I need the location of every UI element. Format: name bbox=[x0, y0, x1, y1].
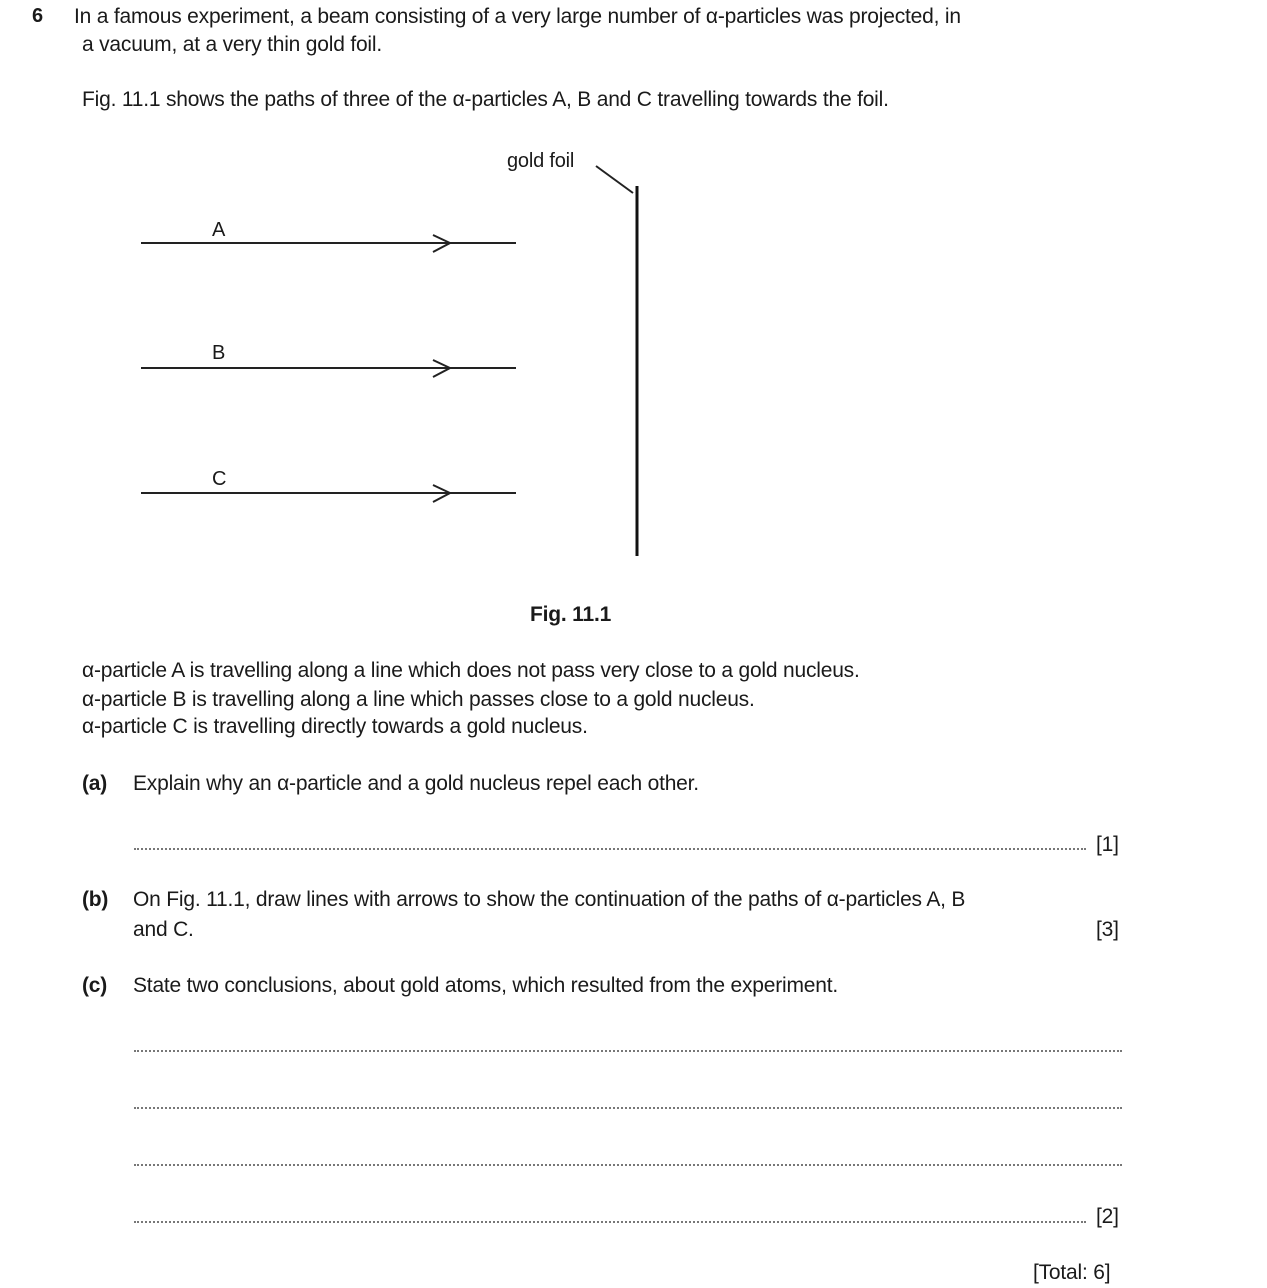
part-c-label: (c) bbox=[82, 974, 108, 997]
answer-line-c-4[interactable] bbox=[134, 1221, 1086, 1223]
part-a-label: (a) bbox=[82, 772, 108, 795]
part-b-marks: [3] bbox=[1096, 918, 1119, 941]
description-c: α-particle C is travelling directly towards a gold nucleus. bbox=[82, 715, 588, 738]
particle-label-c: C bbox=[212, 468, 227, 490]
particle-path-a bbox=[141, 219, 516, 252]
particle-path-b bbox=[141, 342, 516, 377]
part-c-text: State two conclusions, about gold atoms, which resulted from the experiment. bbox=[133, 974, 839, 997]
part-a-text: Explain why an α-particle and a gold nucleus repel each other. bbox=[133, 772, 699, 795]
particle-label-a: A bbox=[212, 219, 226, 241]
part-a-marks: [1] bbox=[1096, 833, 1119, 856]
part-b-label: (b) bbox=[82, 888, 109, 911]
figure-intro: Fig. 11.1 shows the paths of three of the α-particles A, B and C travelling towards the foil. bbox=[82, 88, 889, 111]
total-marks: [Total: 6] bbox=[1033, 1261, 1111, 1284]
part-c-marks: [2] bbox=[1096, 1205, 1119, 1228]
answer-line-a[interactable] bbox=[134, 848, 1086, 850]
figure-caption: Fig. 11.1 bbox=[530, 603, 612, 626]
description-a: α-particle A is travelling along a line which does not pass very close to a gold nucleus. bbox=[82, 659, 860, 682]
figure-11-1 bbox=[0, 0, 1267, 600]
gold-foil-label: gold foil bbox=[507, 150, 575, 172]
question-intro-line-1: In a famous experiment, a beam consisting of a very large number of α-particles was projected, in bbox=[74, 5, 961, 28]
description-b: α-particle B is travelling along a line which passes close to a gold nucleus. bbox=[82, 688, 755, 711]
question-number: 6 bbox=[32, 5, 43, 27]
part-b-text-line-2: and C. bbox=[133, 918, 194, 941]
gold-foil-leader-line bbox=[596, 166, 633, 193]
particle-label-b: B bbox=[212, 342, 226, 364]
answer-line-c-1[interactable] bbox=[134, 1050, 1122, 1052]
part-b-text-line-1: On Fig. 11.1, draw lines with arrows to show the continuation of the paths of α-particles A, B bbox=[133, 888, 966, 911]
particle-path-c bbox=[141, 468, 516, 502]
answer-line-c-2[interactable] bbox=[134, 1107, 1122, 1109]
answer-line-c-3[interactable] bbox=[134, 1164, 1122, 1166]
question-intro-line-2: a vacuum, at a very thin gold foil. bbox=[82, 33, 382, 56]
